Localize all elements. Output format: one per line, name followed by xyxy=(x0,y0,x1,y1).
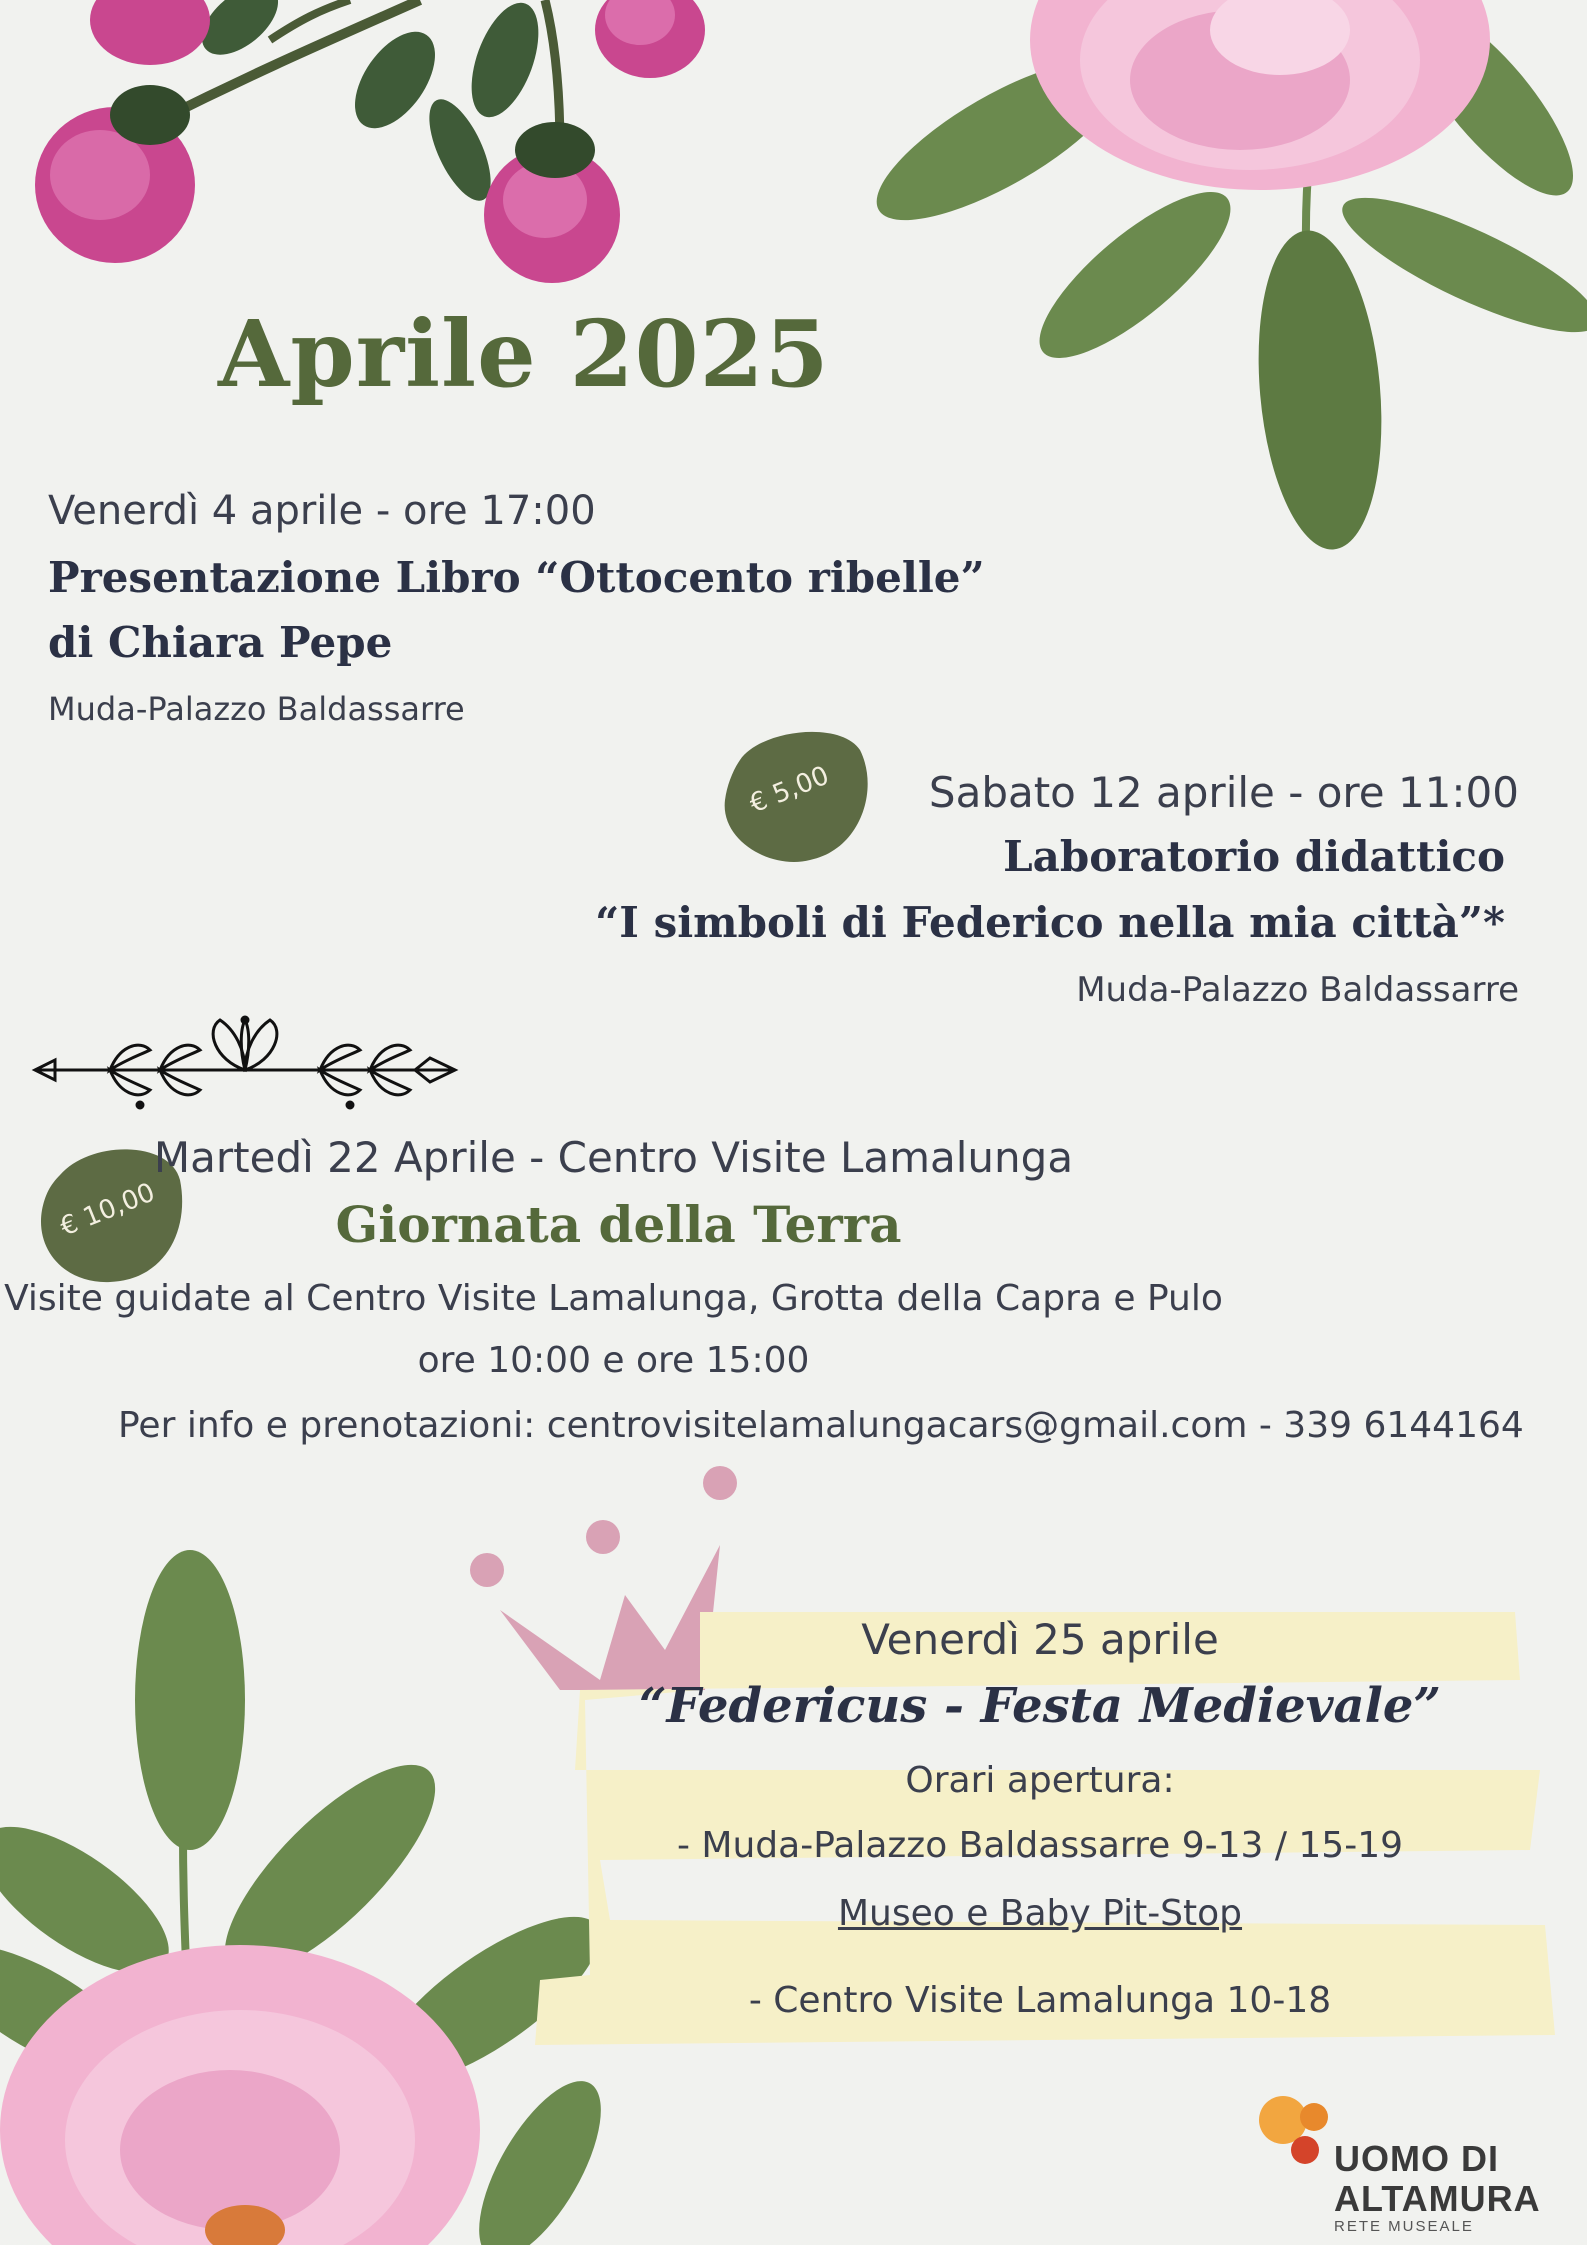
event3-price: € 10,00 xyxy=(55,1177,160,1243)
page-title: Aprile 2025 xyxy=(218,300,830,408)
event1-place: Muda-Palazzo Baldassarre xyxy=(48,690,465,728)
event1-title-line1: Presentazione Libro “Ottocento ribelle” xyxy=(48,553,985,602)
logo-mark xyxy=(1259,2096,1328,2164)
logo-line2: ALTAMURA xyxy=(1334,2178,1541,2219)
bottom-left-peony-decoration xyxy=(0,1550,625,2245)
logo-line3: RETE MUSEALE xyxy=(1334,2218,1474,2235)
event2-date: Sabato 12 aprile - ore 11:00 xyxy=(928,768,1519,817)
logo-line1: UOMO DI xyxy=(1334,2138,1499,2179)
event3-title: Giornata della Terra xyxy=(335,1195,902,1254)
event2-price: € 5,00 xyxy=(745,760,834,820)
event1-date: Venerdì 4 aprile - ore 17:00 xyxy=(48,488,596,534)
event4-date: Venerdì 25 aprile xyxy=(861,1615,1219,1664)
event4-title: “Federicus - Festa Medievale” xyxy=(638,1678,1442,1734)
event3-date: Martedì 22 Aprile - Centro Visite Lamalunga xyxy=(153,1133,1074,1182)
event3-description: Visite guidate al Centro Visite Lamalunga, Grotta della Capra e Pulo xyxy=(4,1278,1223,1319)
event3-hours: ore 10:00 e ore 15:00 xyxy=(417,1340,810,1381)
event4-hours-line2: Museo e Baby Pit-Stop xyxy=(837,1893,1243,1934)
top-left-buds-decoration xyxy=(35,0,705,283)
event2-place: Muda-Palazzo Baldassarre xyxy=(1076,970,1519,1010)
ornament-divider xyxy=(35,1017,455,1108)
event4-hours-line1: - Muda-Palazzo Baldassarre 9-13 / 15-19 xyxy=(676,1825,1404,1866)
event3-info: Per info e prenotazioni: centrovisitelamalungacars@gmail.com - 339 6144164 xyxy=(118,1405,1524,1446)
event2-title-line2: “I simboli di Federico nella mia città”* xyxy=(595,898,1505,947)
event4-hours-label: Orari apertura: xyxy=(905,1760,1175,1801)
event1-title-line2: di Chiara Pepe xyxy=(48,618,393,667)
event4-hours-line3: - Centro Visite Lamalunga 10-18 xyxy=(748,1980,1332,2021)
top-right-peony-decoration xyxy=(856,0,1587,555)
event2-title-line1: Laboratorio didattico xyxy=(1003,832,1505,881)
